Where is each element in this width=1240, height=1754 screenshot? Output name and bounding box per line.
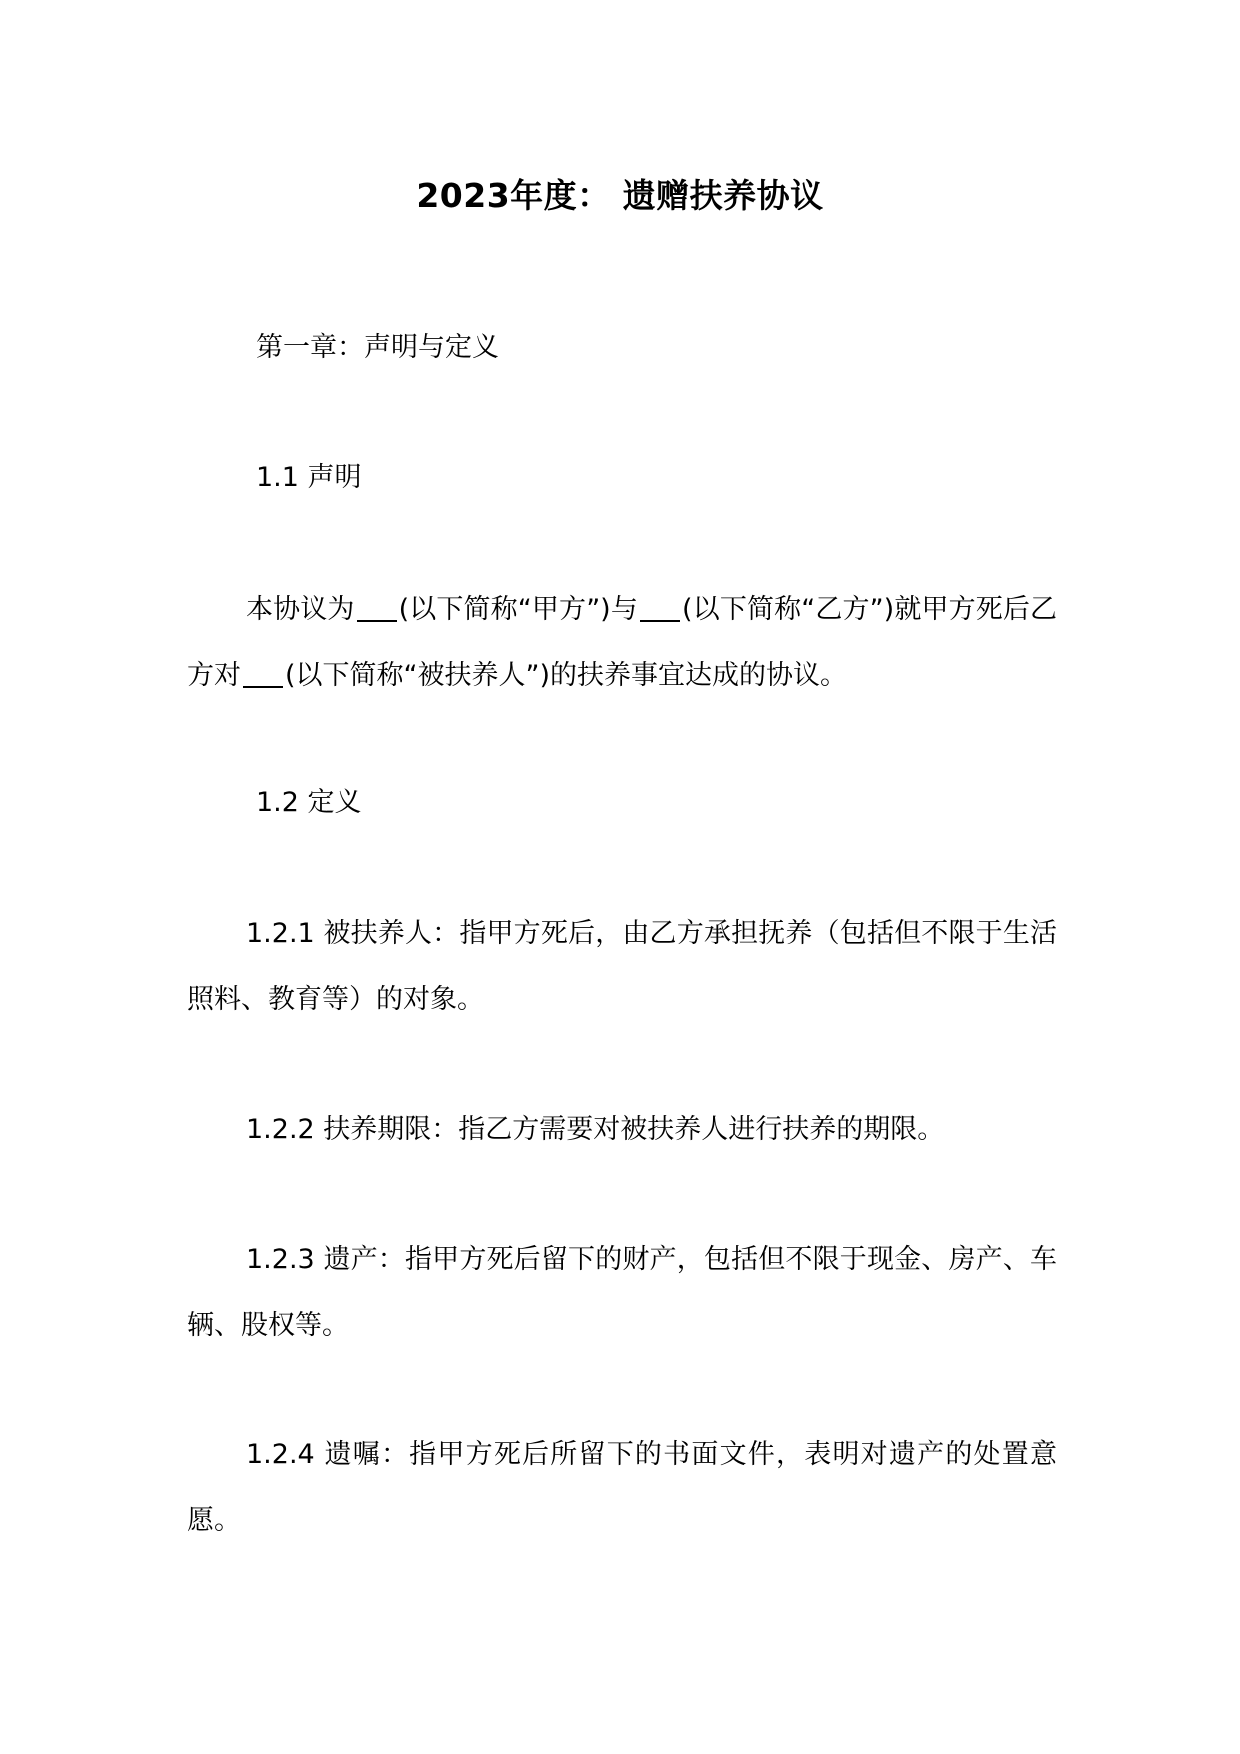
section-heading-1-1: 1.1 声明 <box>256 462 362 493</box>
chapter-heading: 第一章：声明与定义 <box>256 332 499 363</box>
declaration-text-4: (以下简称“被扶养人”)的扶养事宜达成的协议。 <box>285 660 848 691</box>
definition-1-2-2: 1.2.2 扶养期限：指乙方需要对被扶养人进行扶养的期限。 <box>246 1114 945 1145</box>
party-b-blank <box>640 592 680 622</box>
dependent-blank <box>243 658 283 688</box>
party-a-blank <box>357 592 397 622</box>
declaration-text-1: 本协议为 <box>246 594 355 625</box>
definition-1-2-4: 1.2.4 遗嘱：指甲方死后所留下的书面文件，表明对遗产的处置意愿。 <box>187 1439 1057 1536</box>
declaration-text-3: (以下简称“乙方”)就甲方死后乙方对 <box>187 594 1058 691</box>
declaration-text-2: (以下简称“甲方”)与 <box>398 594 639 625</box>
declaration-paragraph <box>187 577 1057 709</box>
definition-1-2-3: 1.2.3 遗产：指甲方死后留下的财产，包括但不限于现金、房产、车辆、股权等。 <box>187 1244 1057 1341</box>
section-heading-1-2: 1.2 定义 <box>256 787 362 818</box>
definition-1-2-1: 1.2.1 被扶养人：指甲方死后，由乙方承担抚养（包括但不限于生活照料、教育等）的对象。 <box>187 918 1057 1015</box>
document-title: 2023年度： 遗赠扶养协议 <box>416 176 824 215</box>
